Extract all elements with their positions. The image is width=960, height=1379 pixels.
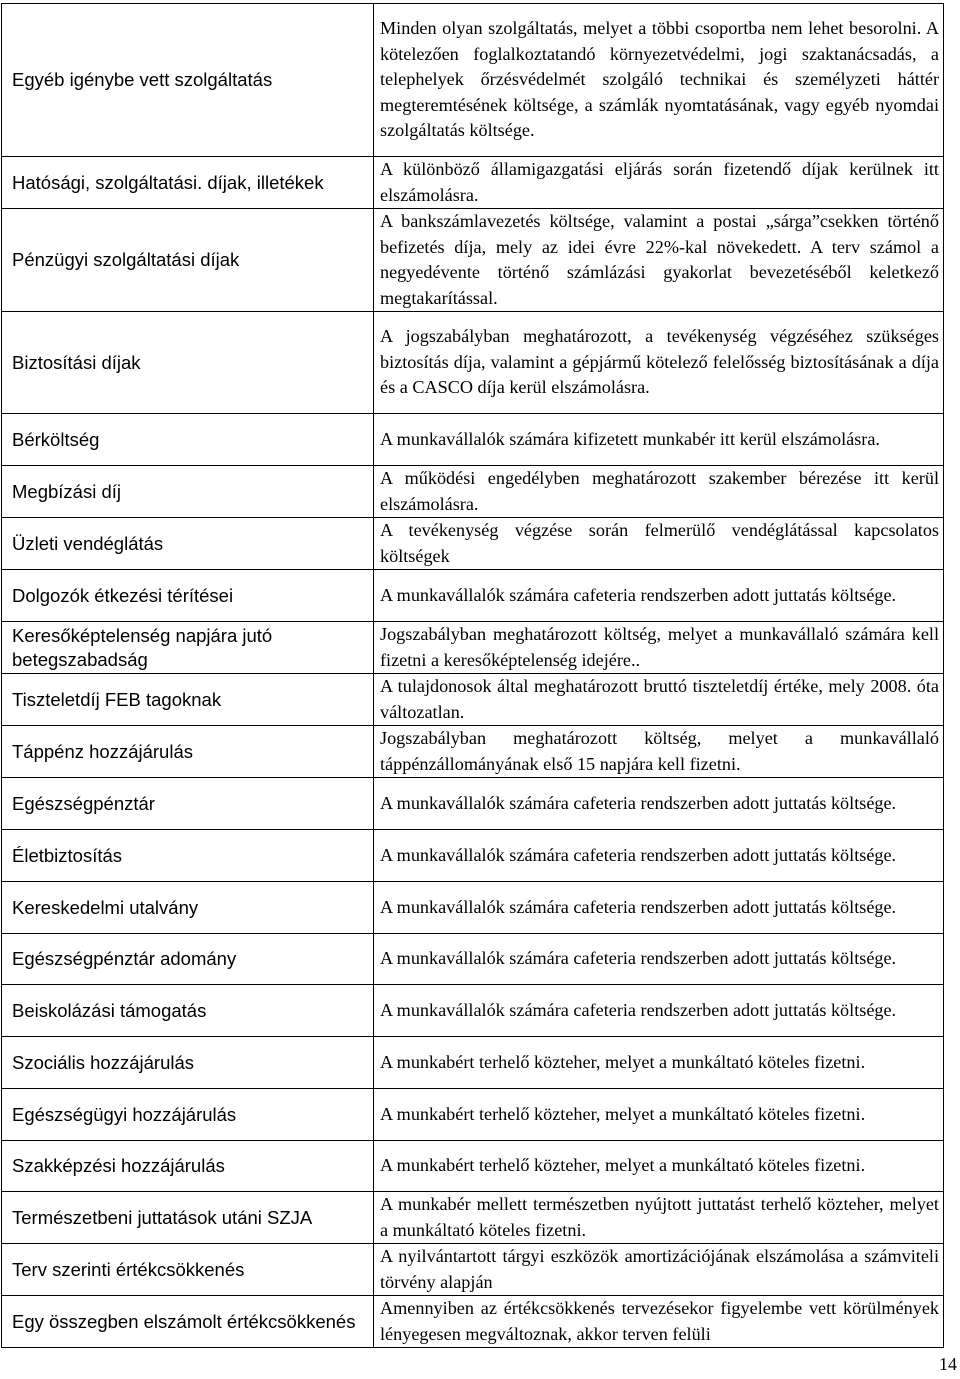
table-row (2, 209, 944, 312)
table-row (2, 622, 944, 674)
table-row (2, 674, 944, 726)
cost-description: Jogszabályban meghatározott költség, melyet a munkavállaló táppénzállományának első 15 napjára kell fizetni. (374, 726, 944, 778)
cost-term: Pénzügyi szolgáltatási díjak (2, 209, 374, 312)
cost-term: Szakképzési hozzájárulás (2, 1141, 374, 1192)
cost-description: A működési engedélyben meghatározott szakember bérezése itt kerül elszámolásra. (374, 466, 944, 518)
cost-term: Megbízási díj (2, 466, 374, 518)
cost-term: Hatósági, szolgáltatási. díjak, illetékek (2, 157, 374, 209)
cost-description: A munkabért terhelő közteher, melyet a munkáltató köteles fizetni. (374, 1089, 944, 1141)
cost-term: Táppénz hozzájárulás (2, 726, 374, 778)
cost-description: A munkabér mellett természetben nyújtott juttatást terhelő közteher, melyet a munkáltató köteles fizetni. (374, 1192, 944, 1244)
cost-term: Tiszteletdíj FEB tagoknak (2, 674, 374, 726)
table-row (2, 157, 944, 209)
table-row (2, 312, 944, 414)
cost-description: A munkabért terhelő közteher, melyet a munkáltató köteles fizetni. (374, 1037, 944, 1089)
cost-description: A munkavállalók számára cafeteria rendszerben adott juttatás költsége. (374, 830, 944, 882)
cost-description: A munkabért terhelő közteher, melyet a munkáltató köteles fizetni. (374, 1141, 944, 1192)
cost-description: A munkavállalók számára cafeteria rendszerben adott juttatás költsége. (374, 778, 944, 830)
cost-description: Amennyiben az értékcsökkenés tervezésekor figyelembe vett körülmények lényegesen megváltoznak, akkor terven felüli (374, 1296, 944, 1348)
cost-term: Egészségpénztár (2, 778, 374, 830)
cost-term: Szociális hozzájárulás (2, 1037, 374, 1089)
cost-description: A különböző államigazgatási eljárás során fizetendő díjak kerülnek itt elszámolásra. (374, 157, 944, 209)
cost-description: A bankszámlavezetés költsége, valamint a postai „sárga”csekken történő befizetés díja, mely az idei évre 22%-kal növekedett. A terv számol a negyedévente történő számlázási gyakorlat bevezetéséből keletkező megtakarítással. (374, 209, 944, 312)
page-number: 14 (939, 1354, 957, 1374)
cost-term: Kereskedelmi utalvány (2, 882, 374, 934)
table-row (2, 1296, 944, 1348)
cost-term: Egészségpénztár adomány (2, 934, 374, 985)
cost-description: A munkavállalók számára cafeteria rendszerben adott juttatás költsége. (374, 934, 944, 985)
cost-description: A munkavállalók számára kifizetett munkabér itt kerül elszámolásra. (374, 414, 944, 466)
table-row (2, 466, 944, 518)
cost-description: A nyilvántartott tárgyi eszközök amortizációjának elszámolása a számviteli törvény alapján (374, 1244, 944, 1296)
cost-term: Életbiztosítás (2, 830, 374, 882)
cost-term: Egyéb igénybe vett szolgáltatás (2, 4, 374, 157)
table-row (2, 882, 944, 934)
cost-term: Bérköltség (2, 414, 374, 466)
cost-description: A munkavállalók számára cafeteria rendszerben adott juttatás költsége. (374, 570, 944, 622)
cost-term: Egészségügyi hozzájárulás (2, 1089, 374, 1141)
table-body (2, 4, 944, 1348)
cost-description: Minden olyan szolgáltatás, melyet a többi csoportba nem lehet besorolni. A kötelezően foglalkoztatandó környezetvédelmi, jogi szaktanácsadás, a telephelyek őrzésvédelmét szolgáló technikai és személyzeti háttér megteremtésének költsége, a számlák nyomtatásának, vagy egyéb nyomdai szolgáltatás költsége. (374, 4, 944, 157)
cost-description: A jogszabályban meghatározott, a tevékenység végzéséhez szükséges biztosítás díja, valamint a gépjármű kötelező felelősség biztosításának a díja és a CASCO díja kerül elszámolásra. (374, 312, 944, 414)
table-row (2, 726, 944, 778)
cost-description: A munkavállalók számára cafeteria rendszerben adott juttatás költsége. (374, 985, 944, 1037)
cost-term: Biztosítási díjak (2, 312, 374, 414)
cost-term: Egy összegben elszámolt értékcsökkenés (2, 1296, 374, 1348)
cost-description: A tevékenység végzése során felmerülő vendéglátással kapcsolatos költségek (374, 518, 944, 570)
table-row (2, 1192, 944, 1244)
cost-term: Terv szerinti értékcsökkenés (2, 1244, 374, 1296)
table-row (2, 934, 944, 985)
table-row (2, 1037, 944, 1089)
cost-description: Jogszabályban meghatározott költség, melyet a munkavállaló számára kell fizetni a keresőképtelenség idejére.. (374, 622, 944, 674)
table-row (2, 985, 944, 1037)
table-row (2, 1244, 944, 1296)
table-row (2, 4, 944, 157)
cost-term: Beiskolázási támogatás (2, 985, 374, 1037)
cost-term: Természetbeni juttatások utáni SZJA (2, 1192, 374, 1244)
table-row (2, 1089, 944, 1141)
table-row (2, 570, 944, 622)
table-row (2, 518, 944, 570)
table-row (2, 414, 944, 466)
table-row (2, 778, 944, 830)
cost-description: A munkavállalók számára cafeteria rendszerben adott juttatás költsége. (374, 882, 944, 934)
table-row (2, 1141, 944, 1192)
cost-term: Dolgozók étkezési térítései (2, 570, 374, 622)
cost-description-table (1, 3, 944, 1348)
cost-term: Keresőképtelenség napjára jutó betegszabadság (2, 622, 374, 674)
cost-description: A tulajdonosok által meghatározott bruttó tiszteletdíj értéke, mely 2008. óta változatlan. (374, 674, 944, 726)
cost-term: Üzleti vendéglátás (2, 518, 374, 570)
table-row (2, 830, 944, 882)
